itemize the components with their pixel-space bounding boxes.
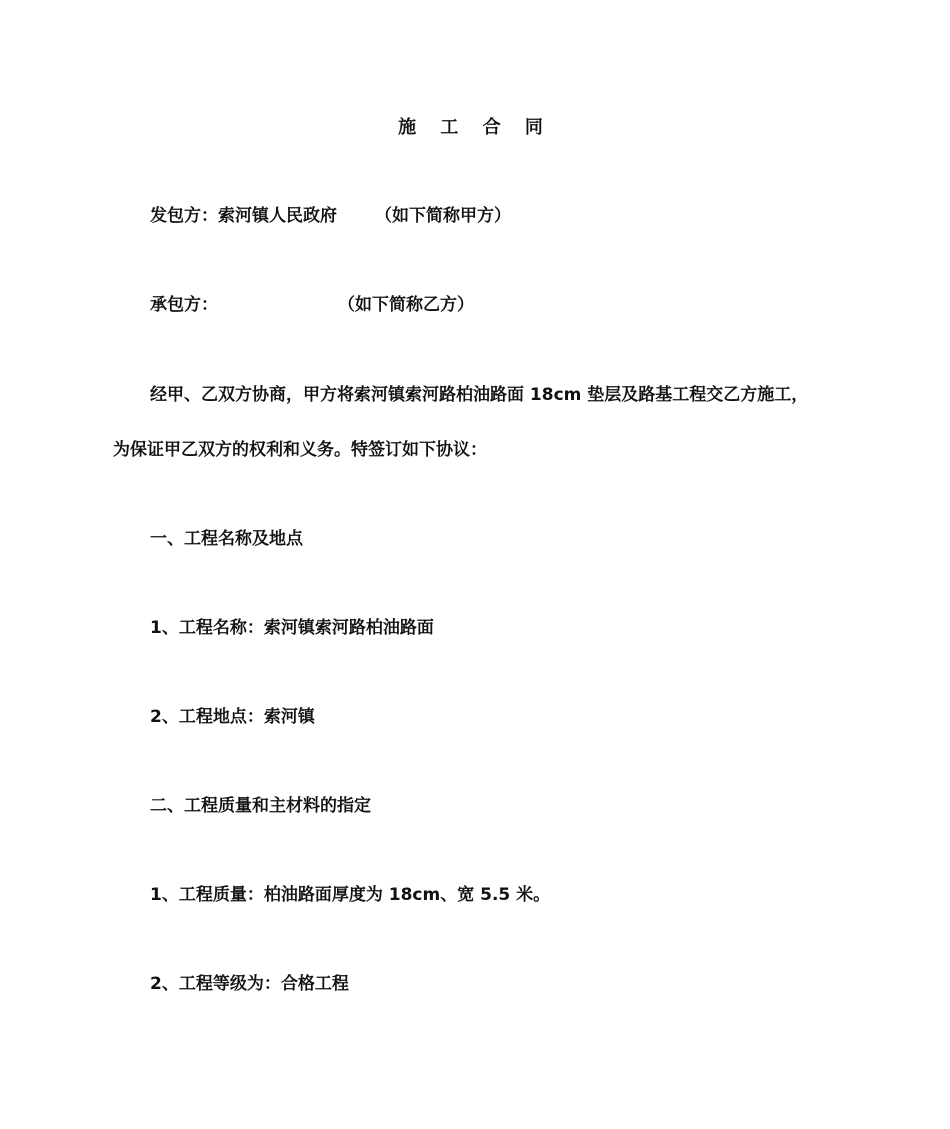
intro-line-1: 经甲、乙双方协商，甲方将索河镇索河路柏油路面 18cm 垫层及路基工程交乙方施工， [150,385,809,405]
contractor-note: （如下简称乙方） [338,295,474,315]
contractor-line [150,293,474,317]
section1-heading: 一、工程名称及地点 [150,529,303,549]
section2-heading: 二、工程质量和主材料的指定 [150,796,371,816]
section1-item1: 1、工程名称：索河镇索河路柏油路面 [150,618,434,638]
document-title: 施 工 合 同 [398,117,552,138]
section2-item2: 2、工程等级为：合格工程 [150,974,349,994]
section1-item2: 2、工程地点：索河镇 [150,707,315,727]
section2-item1: 1、工程质量：柏油路面厚度为 18cm、宽 5.5 米。 [150,885,551,905]
contractor-label: 承包方： [150,295,218,315]
intro-line-2: 为保证甲乙双方的权利和义务。特签订如下协议： [113,440,487,460]
employer-line [150,204,511,228]
employer-note: （如下简称甲方） [375,206,511,226]
employer-label: 发包方：索河镇人民政府 [150,206,337,226]
